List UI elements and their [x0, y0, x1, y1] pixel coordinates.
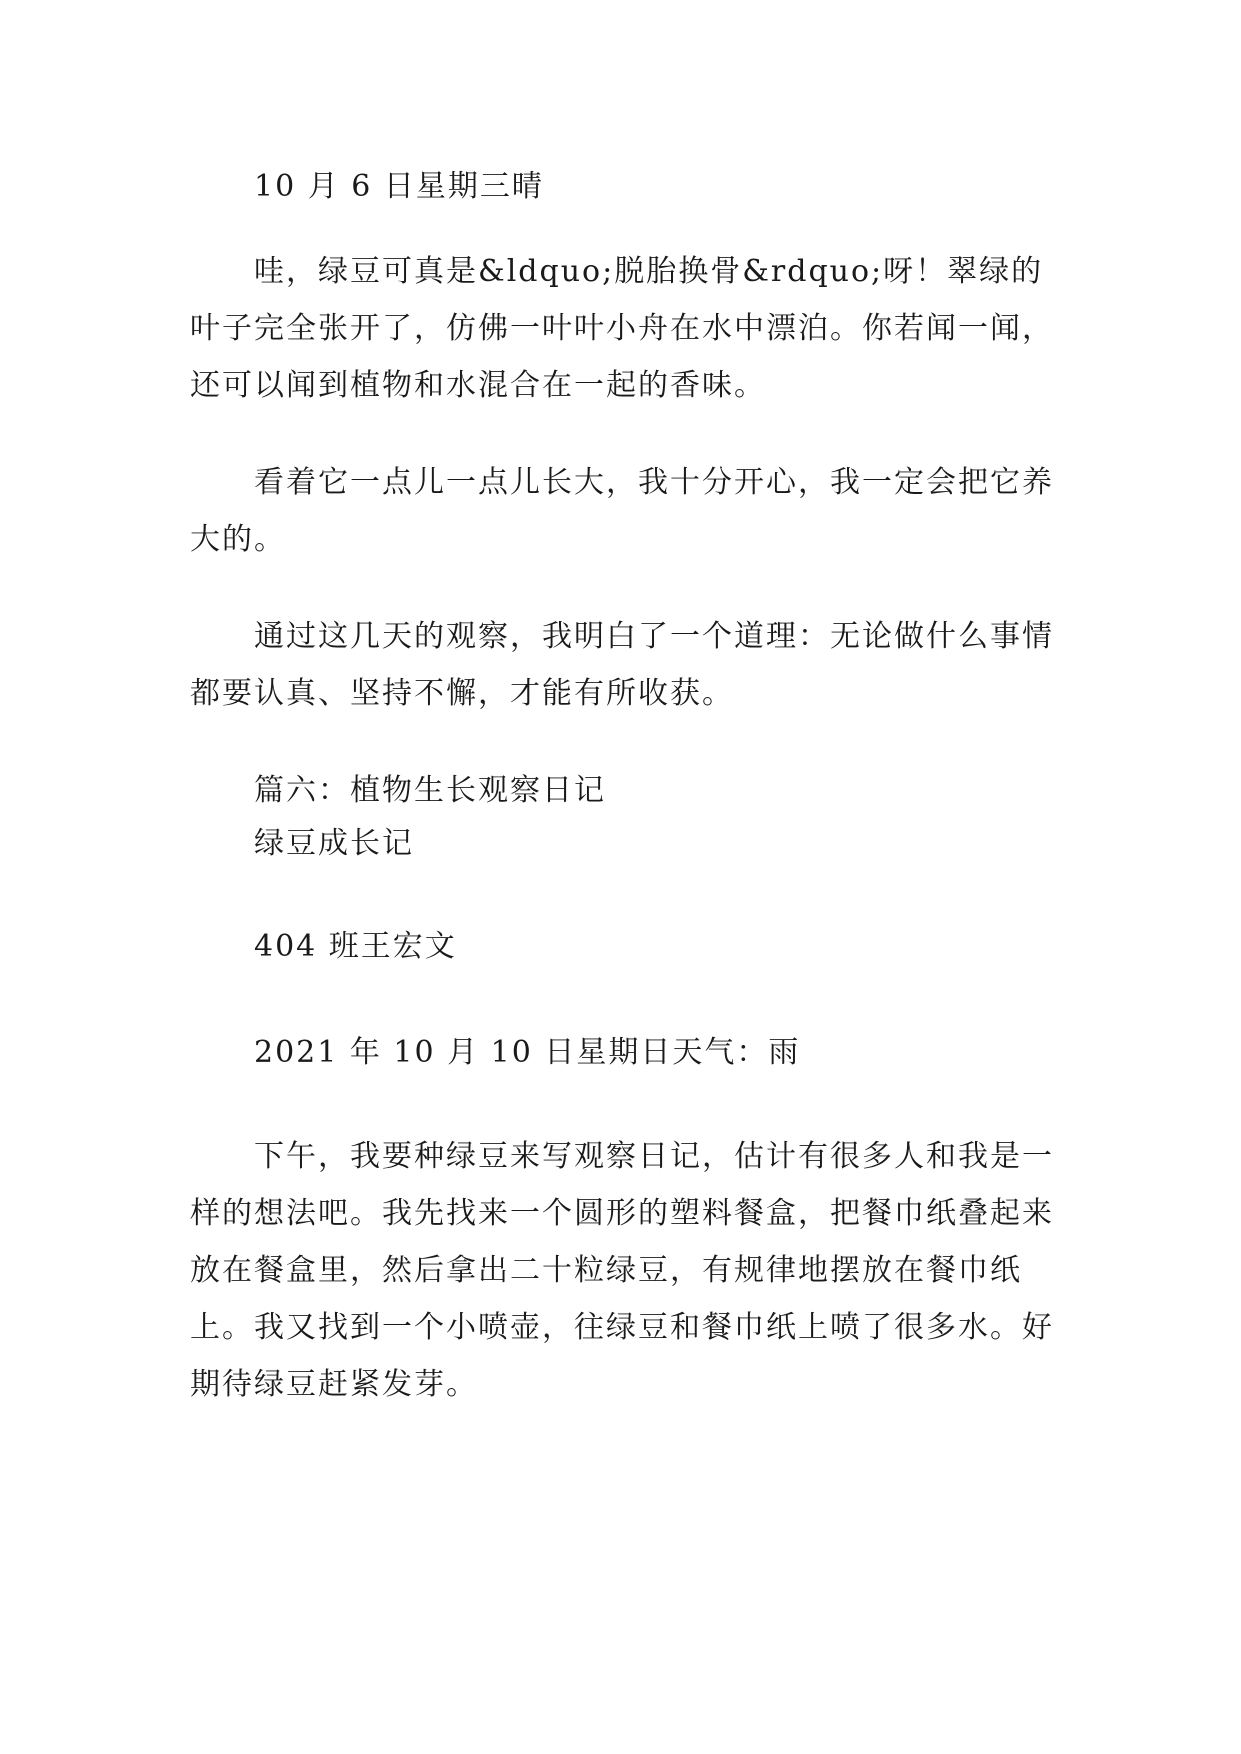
paragraph-mung-bean-leaves: 哇，绿豆可真是&ldquo;脱胎换骨&rdquo;呀！翠绿的叶子完全张开了，仿佛一叶叶小舟在水中漂泊。你若闻一闻，还可以闻到植物和水混合在一起的香味。	[190, 254, 1054, 403]
paragraph-planting-beans: 下午，我要种绿豆来写观察日记，估计有很多人和我是一样的想法吧。我先找来一个圆形的塑料餐盒，把餐巾纸叠起来放在餐盒里，然后拿出二十粒绿豆，有规律地摆放在餐巾纸上。我又找到一个小喷壶，往绿豆和餐巾纸上喷了很多水。好期待绿豆赶紧发芽。	[190, 1139, 1054, 1402]
section-title: 篇六：植物生长观察日记	[254, 773, 606, 808]
paragraph-growing-happy: 看着它一点儿一点儿长大，我十分开心，我一定会把它养大的。	[190, 465, 1054, 557]
article-title: 绿豆成长记	[254, 826, 414, 861]
paragraph-lesson-learned: 通过这几天的观察，我明白了一个道理：无论做什么事情都要认真、坚持不懈，才能有所收获。	[190, 619, 1054, 711]
author-line: 404 班王宏文	[254, 929, 457, 964]
diary-date-oct-6: 10 月 6 日星期三晴	[254, 169, 544, 204]
diary-date-oct-10: 2021 年 10 月 10 日星期日天气：雨	[254, 1035, 801, 1070]
